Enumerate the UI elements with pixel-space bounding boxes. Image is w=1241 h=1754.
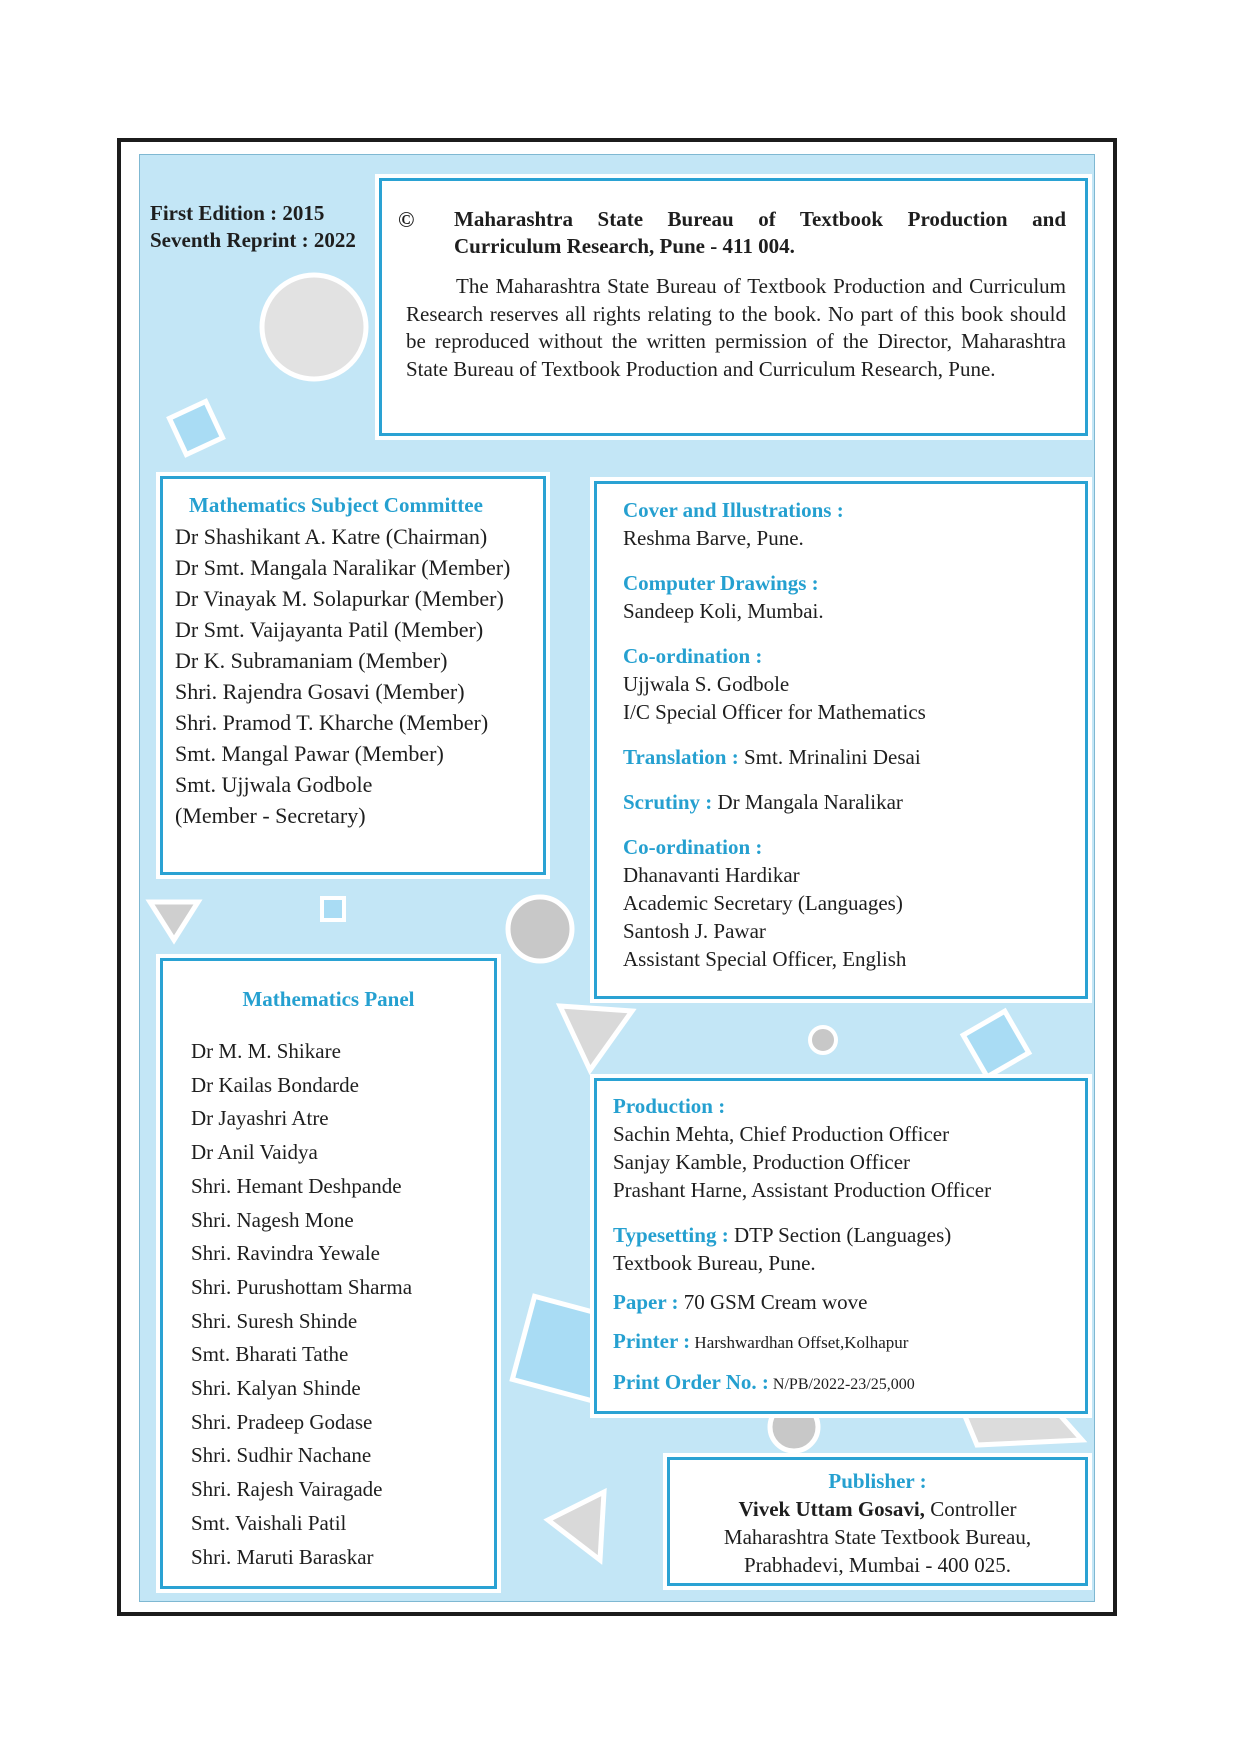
panel-member: Shri. Kalyan Shinde bbox=[191, 1376, 361, 1401]
deco-triangle-4 bbox=[548, 1492, 604, 1560]
subject-committee-title: Mathematics Subject Committee bbox=[189, 493, 483, 517]
panel-member: Smt. Bharati Tathe bbox=[191, 1342, 349, 1367]
holder-line-2: Curriculum Research, Pune - 411 004. bbox=[454, 234, 795, 258]
typesetting-label: Typesetting : bbox=[613, 1223, 729, 1247]
publisher-box bbox=[667, 1457, 1088, 1586]
deco-triangle-1 bbox=[150, 902, 198, 940]
committee-member: Smt. Ujjwala Godbole bbox=[175, 772, 373, 797]
typesetting-line-2: Textbook Bureau, Pune. bbox=[613, 1251, 816, 1275]
deco-triangle-2 bbox=[560, 1006, 632, 1070]
committee-member: Dr Vinayak M. Solapurkar (Member) bbox=[175, 586, 504, 611]
cover-label: Cover and Illustrations : bbox=[623, 498, 844, 522]
panel-members bbox=[191, 1035, 412, 1574]
production-content bbox=[613, 1092, 991, 1399]
panel-member: Shri. Hemant Deshpande bbox=[191, 1173, 402, 1198]
cover-value: Reshma Barve, Pune. bbox=[623, 526, 804, 550]
paper-row bbox=[613, 1288, 991, 1316]
deco-square-1 bbox=[169, 401, 222, 454]
panel-member: Shri. Maruti Baraskar bbox=[191, 1544, 374, 1569]
translation-label: Translation : bbox=[623, 745, 739, 769]
first-edition: First Edition : 2015 bbox=[150, 201, 325, 225]
scrutiny-value: Dr Mangala Naralikar bbox=[712, 790, 903, 814]
panel-member: Dr Anil Vaidya bbox=[191, 1140, 318, 1165]
credits-content bbox=[623, 496, 926, 973]
drawings-value: Sandeep Koli, Mumbai. bbox=[623, 599, 824, 623]
committee-member: Shri. Pramod T. Kharche (Member) bbox=[175, 710, 489, 735]
edition-info bbox=[150, 200, 356, 254]
subject-committee-box bbox=[160, 476, 546, 875]
deco-square-3 bbox=[963, 1011, 1029, 1077]
coordination2-line: Academic Secretary (Languages) bbox=[623, 891, 903, 915]
production-line: Prashant Harne, Assistant Production Officer bbox=[613, 1178, 992, 1202]
production-box bbox=[594, 1078, 1088, 1414]
deco-circle-1 bbox=[262, 275, 366, 379]
publisher-label: Publisher : bbox=[828, 1469, 927, 1493]
coordination-label: Co-ordination : bbox=[623, 644, 763, 668]
coordination-line-1: Ujjwala S. Godbole bbox=[623, 672, 790, 696]
translation-row bbox=[623, 743, 926, 771]
panel-member: Shri. Purushottam Sharma bbox=[191, 1274, 413, 1299]
print-order-label: Print Order No. : bbox=[613, 1370, 769, 1394]
coordination-label-2: Co-ordination : bbox=[623, 835, 763, 859]
typesetting-row bbox=[613, 1221, 991, 1249]
paper-label: Paper : bbox=[613, 1290, 679, 1314]
publisher-name: Vivek Uttam Gosavi, bbox=[738, 1497, 925, 1521]
holder-line-1: Maharashtra State Bureau of Textbook Production and bbox=[454, 207, 1066, 231]
production-label: Production : bbox=[613, 1094, 726, 1118]
committee-member: (Member - Secretary) bbox=[175, 803, 366, 828]
deco-square-2 bbox=[322, 898, 344, 920]
publisher-role: Controller bbox=[924, 1497, 1017, 1521]
mathematics-panel-box bbox=[160, 958, 497, 1589]
copyright-symbol: © bbox=[398, 207, 415, 232]
production-line: Sachin Mehta, Chief Production Officer bbox=[613, 1122, 950, 1146]
credits-box bbox=[594, 481, 1088, 999]
panel-member: Shri. Nagesh Mone bbox=[191, 1207, 354, 1232]
paper-value: 70 GSM Cream wove bbox=[678, 1290, 868, 1314]
print-order-row bbox=[613, 1368, 991, 1399]
copyright-box bbox=[379, 178, 1088, 436]
panel-member: Smt. Vaishali Patil bbox=[191, 1510, 347, 1535]
panel-member: Shri. Rajesh Vairagade bbox=[191, 1477, 383, 1502]
copyright-notice: The Maharashtra State Bureau of Textbook Production and Curriculum Research reserves all rights relating to the book. No part of this book should be reproduced without the written permission of the Director, Maharashtra State Bureau of Textbook Production and Curriculum Research, Pune. bbox=[406, 274, 1066, 381]
coordination2-line: Santosh J. Pawar bbox=[623, 919, 766, 943]
deco-circle-2 bbox=[508, 897, 572, 961]
seventh-reprint: Seventh Reprint : 2022 bbox=[150, 228, 356, 252]
publisher-line-2: Maharashtra State Textbook Bureau, bbox=[723, 1525, 1032, 1549]
printer-row bbox=[613, 1327, 991, 1357]
production-line: Sanjay Kamble, Production Officer bbox=[613, 1150, 911, 1174]
print-order-value: N/PB/2022-23/25,000 bbox=[768, 1376, 915, 1393]
mathematics-panel-title: Mathematics Panel bbox=[242, 987, 415, 1011]
committee-member: Shri. Rajendra Gosavi (Member) bbox=[175, 679, 465, 704]
committee-member: Dr Smt. Mangala Naralikar (Member) bbox=[175, 555, 511, 580]
deco-circle-3 bbox=[810, 1027, 836, 1053]
committee-member: Dr K. Subramaniam (Member) bbox=[175, 648, 448, 673]
publisher-name-row bbox=[670, 1495, 1085, 1523]
committee-member: Smt. Mangal Pawar (Member) bbox=[175, 741, 444, 766]
coordination2-line: Dhanavanti Hardikar bbox=[623, 863, 800, 887]
panel-member: Shri. Sudhir Nachane bbox=[191, 1443, 372, 1468]
publisher-content bbox=[670, 1467, 1085, 1579]
panel-member: Shri. Ravindra Yewale bbox=[191, 1241, 380, 1266]
panel-member: Dr Jayashri Atre bbox=[191, 1106, 329, 1131]
publisher-line-3: Prabhadevi, Mumbai - 400 025. bbox=[743, 1553, 1012, 1577]
coordination-line-2: I/C Special Officer for Mathematics bbox=[623, 700, 926, 724]
committee-member: Dr Smt. Vaijayanta Patil (Member) bbox=[175, 617, 484, 642]
panel-member: Dr Kailas Bondarde bbox=[191, 1072, 359, 1097]
drawings-label: Computer Drawings : bbox=[623, 571, 819, 595]
scrutiny-label: Scrutiny : bbox=[623, 790, 713, 814]
panel-member: Shri. Suresh Shinde bbox=[191, 1308, 358, 1333]
panel-member: Shri. Pradeep Godase bbox=[191, 1409, 373, 1434]
copyright-holder bbox=[454, 206, 1066, 260]
translation-value: Smt. Mrinalini Desai bbox=[738, 745, 921, 769]
printer-value: Harshwardhan Offset,Kolhapur bbox=[690, 1333, 909, 1352]
panel-member: Dr M. M. Shikare bbox=[191, 1039, 341, 1063]
coordination2-line: Assistant Special Officer, English bbox=[623, 947, 907, 971]
committee-members bbox=[175, 521, 510, 831]
committee-member: Dr Shashikant A. Katre (Chairman) bbox=[175, 524, 488, 549]
typesetting-value: DTP Section (Languages) bbox=[728, 1223, 952, 1247]
printer-label: Printer : bbox=[613, 1329, 691, 1353]
scrutiny-row bbox=[623, 788, 926, 816]
